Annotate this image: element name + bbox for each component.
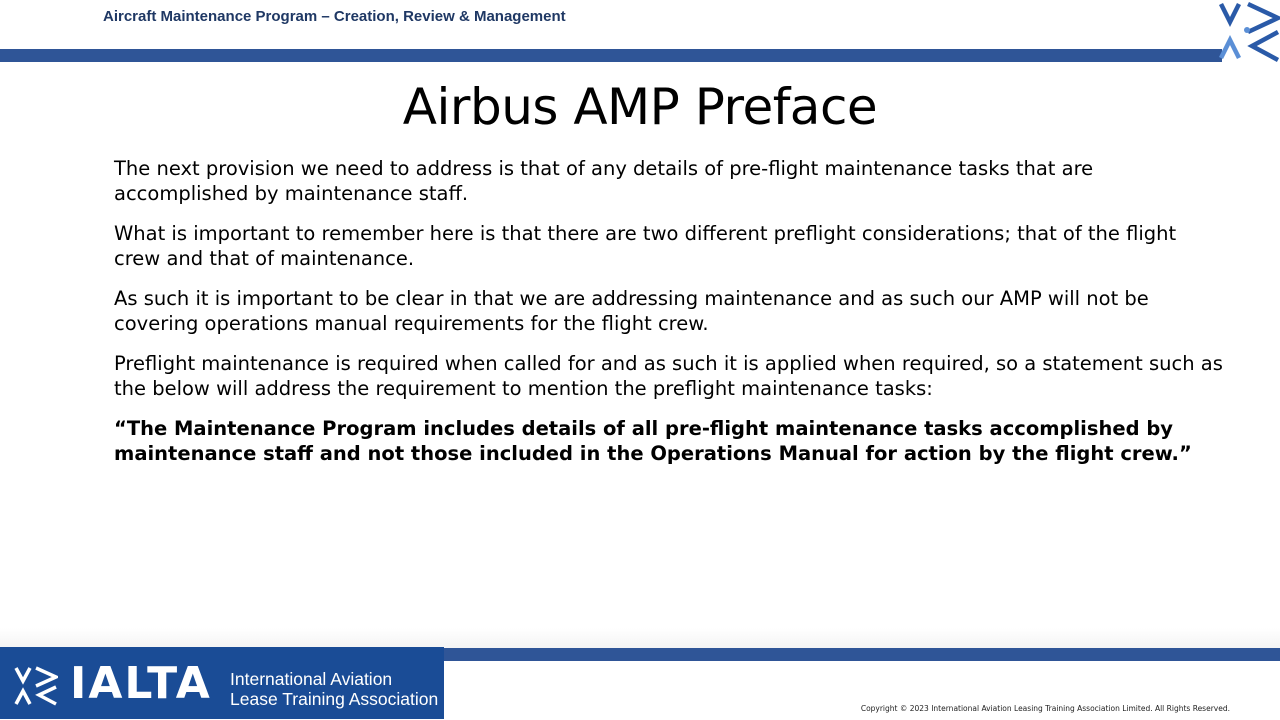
header-title: Aircraft Maintenance Program – Creation, Review & Management xyxy=(103,8,566,25)
paragraph: The next provision we need to address is that of any details of pre-flight maintenance tasks that are accomplished by maintenance staff. xyxy=(114,157,1094,205)
footer-shadow xyxy=(0,628,1280,648)
paragraph: Preflight maintenance is required when called for and as such it is applied when required, so a statement such as the below will address the requirement to mention the preflight maintenance tasks: xyxy=(114,352,1223,400)
footer-logo xyxy=(0,647,444,719)
ialta-mark-icon xyxy=(14,665,58,707)
tagline-line-1: International Aviation xyxy=(230,669,393,689)
paragraph: As such it is important to be clear in that we are addressing maintenance and as such our AMP will not be covering operations manual requirements for the flight crew. xyxy=(114,287,1149,335)
paragraph: What is important to remember here is that there are two different preflight considerations; that of the flight crew and that of maintenance. xyxy=(114,222,1177,270)
top-accent-bar xyxy=(0,49,1222,62)
copyright-notice: Copyright © 2023 International Aviation Leasing Training Association Limited. All Rights Reserved. xyxy=(860,704,1230,713)
footer-brand-name: IALTA xyxy=(70,658,212,709)
bottom-accent-bar xyxy=(443,648,1280,661)
tagline-line-2: Lease Training Association xyxy=(230,689,439,709)
quote-statement: “The Maintenance Program includes details of all pre-flight maintenance tasks accomplished by maintenance staff and not those included in the Operations Manual for action by the flight crew.” xyxy=(114,417,1192,465)
footer-tagline xyxy=(230,669,438,709)
slide-body xyxy=(114,156,1224,481)
ialta-chevron-logo-icon xyxy=(1218,0,1280,62)
slide-title: Airbus AMP Preface xyxy=(402,78,878,136)
